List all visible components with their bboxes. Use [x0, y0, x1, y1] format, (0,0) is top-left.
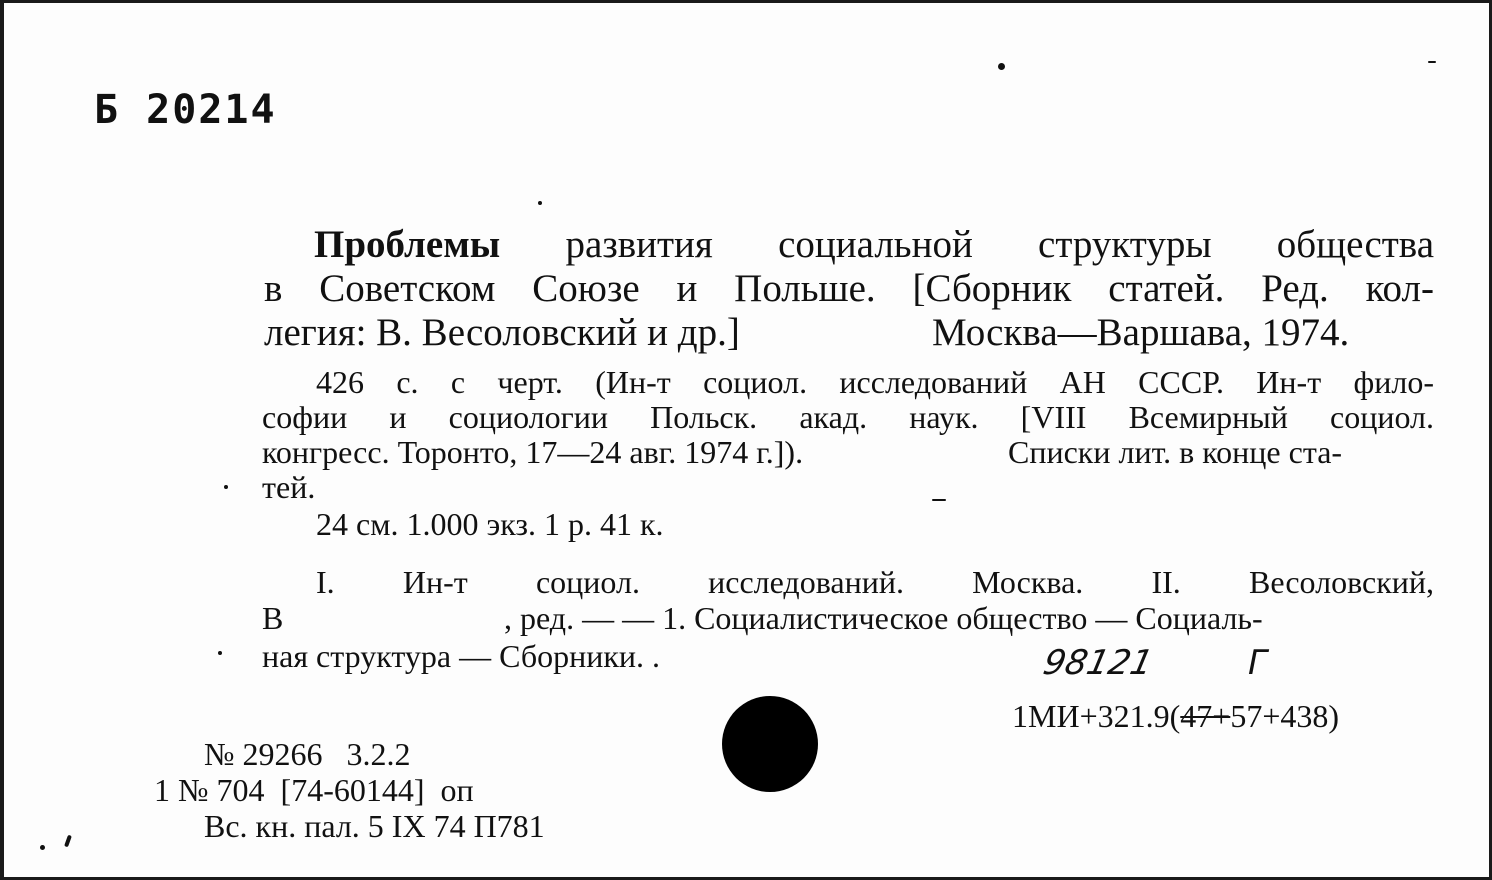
speck — [218, 651, 222, 655]
description-line-4: тей. — [262, 469, 316, 505]
handwritten-mark: Г — [1248, 643, 1267, 683]
speck — [224, 485, 228, 489]
entries-line-2-left: В — [262, 600, 284, 636]
record-line-1: № 29266 3.2.2 — [204, 736, 411, 772]
speck — [1428, 61, 1436, 63]
speck — [64, 835, 72, 848]
card-code: Б 20214 — [94, 87, 277, 133]
classification-prefix: 1МИ+321.9( — [1012, 698, 1181, 734]
publication-place-year: Москва—Варшава, 1974. — [932, 311, 1350, 354]
entries-line-2-right: , ред. — — 1. Социалистическое общество — Социаль- — [504, 600, 1263, 636]
classification-struck: 47+ — [1180, 698, 1231, 734]
description-line-1: 426 с. с черт. (Ин-т социол. исследований АН СССР. Ин-т фило- — [316, 364, 1434, 400]
classification-rest: 57+438) — [1230, 698, 1340, 734]
speck — [538, 201, 542, 205]
handwritten-number: 98121 — [1039, 643, 1157, 683]
description-line-3-right: Списки лит. в конце ста- — [1008, 434, 1343, 470]
title-bold-word: Проблемы — [314, 223, 501, 266]
speck — [932, 499, 946, 501]
speck — [40, 845, 45, 850]
record-line-3: Вс. кн. пал. 5 IX 74 П781 — [204, 808, 545, 844]
entries-line-1: I. Ин-т социол. исследований. Москва. II. Весоловский, — [316, 564, 1434, 600]
punch-hole — [722, 696, 818, 792]
classification-index — [1012, 697, 1339, 735]
title-line-2: в Советском Союзе и Польше. [Сборник статей. Ред. кол- — [264, 267, 1434, 310]
description-line-2: софии и социологии Польск. акад. наук. [VIII Всемирный социол. — [262, 399, 1434, 435]
title-line-1-rest: развития социальной структуры общества — [565, 223, 1435, 266]
title-line-3-left: легия: В. Весоловский и др.] — [264, 311, 740, 354]
title-line-1 — [264, 223, 1434, 267]
physical-description: 24 см. 1.000 экз. 1 р. 41 к. — [316, 506, 664, 542]
speck — [998, 63, 1005, 70]
entries-line-3: ная структура — Сборники. . — [262, 638, 661, 674]
description-line-3-left: конгресс. Торонто, 17—24 авг. 1974 г.]). — [262, 434, 804, 470]
record-line-2: 1 № 704 [74-60144] оп — [154, 772, 474, 808]
